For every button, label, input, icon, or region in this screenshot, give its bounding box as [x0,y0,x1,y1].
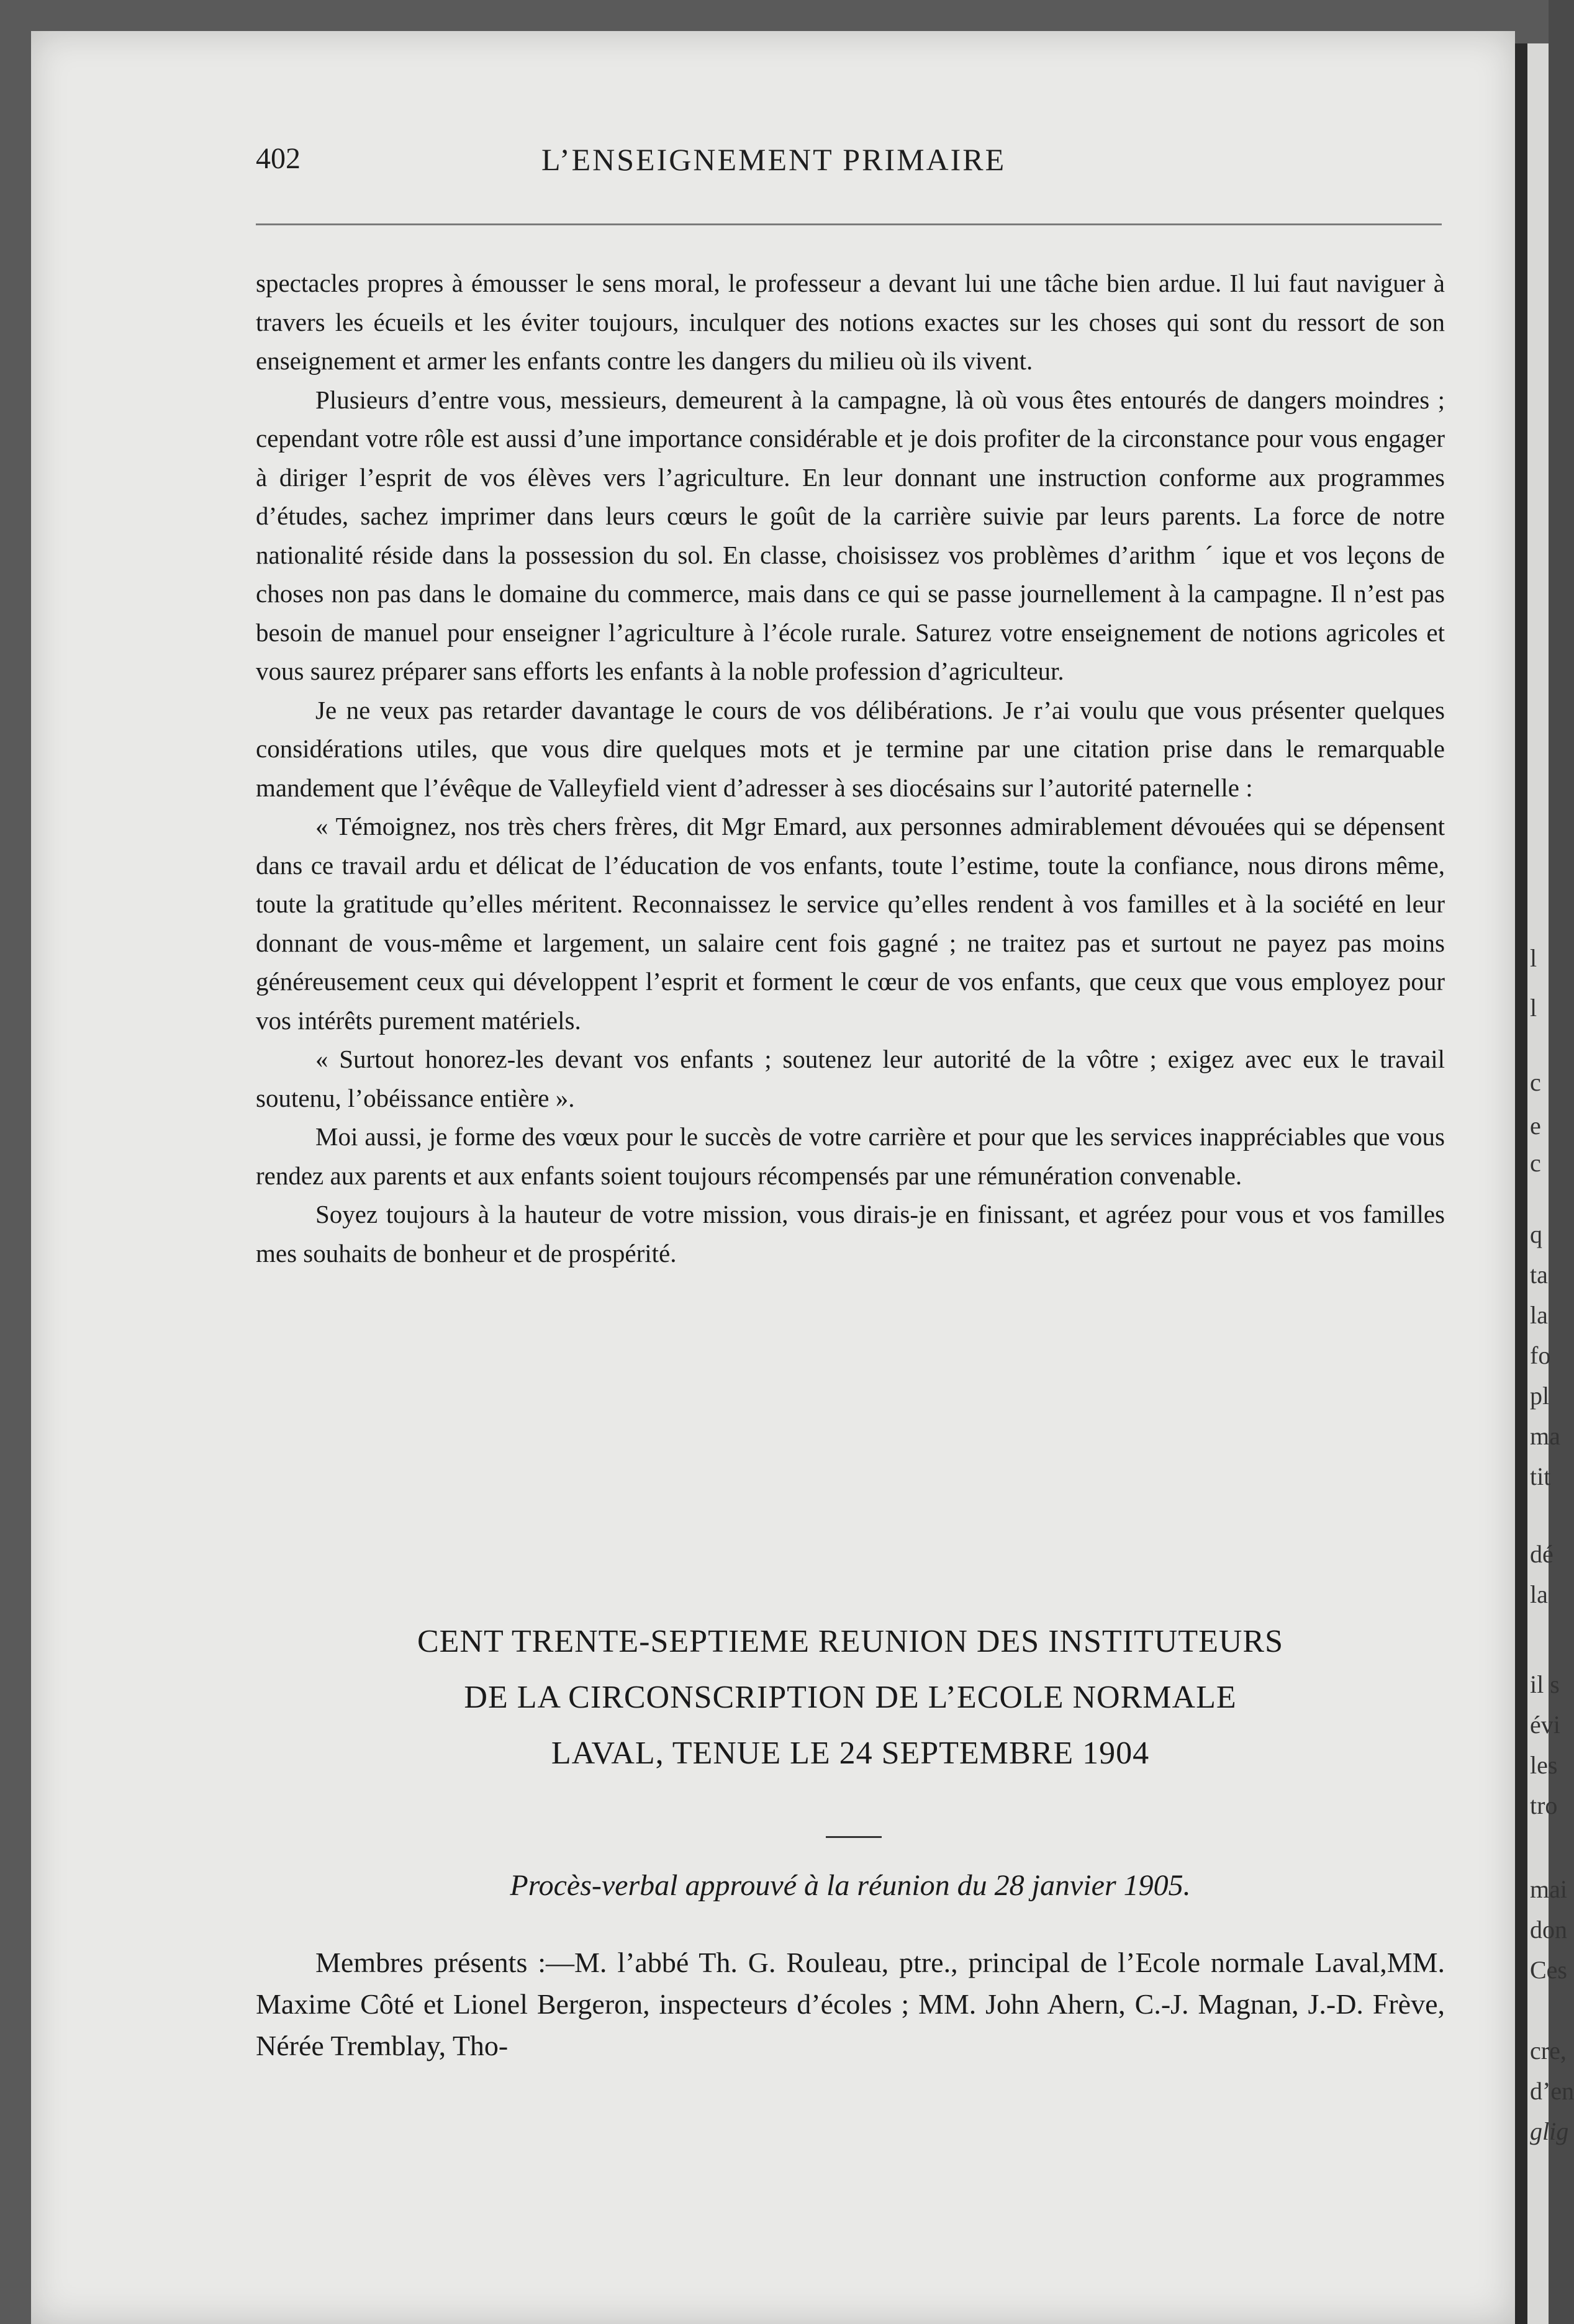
page-number: 402 [256,142,301,175]
adjacent-fragment: c [1530,1068,1541,1096]
quote-paragraph: « Surtout honorez-les devant vos enfants ; soutenez leur autorité de la vôtre ; exigez avec eux le travail soutenu, l’obéissance entière ». [256,1045,1445,1112]
adjacent-fragment: la [1530,1580,1548,1608]
adjacent-fragment: e [1530,1112,1541,1140]
quote-paragraph: « Témoignez, nos très chers frères, dit Mgr Emard, aux personnes admirablement dévouées qui se dépensent dans ce travail ardu et délicat de l’éducation de vos enfants, toute l’estime, toute la confiance, nous dirons même, toute la gratitude qu’elles méritent. Reconnaissez le service qu’elles rendent à vos familles et à la société en leur donnant de vous-même et largement, un salaire cent fois gagné ; ne traitez pas et surtout ne payez pas moins généreusement ceux qui développent l’esprit et forment le cœur de vos enfants, que ceux que vous employez pour vos intérêts purement matériels. [256,812,1445,1035]
adjacent-fragment: ma [1530,1422,1560,1450]
page-header [256,142,1442,185]
paragraph: Moi aussi, je forme des vœux pour le succès de votre carrière et pour que les services inappréciables que vous rendez aux parents et aux enfants soient toujours récompensés par une rémunération convenable. [256,1122,1445,1190]
paragraph: Je ne veux pas retarder davantage le cours de vos délibérations. Je r’ai voulu que vous présenter quelques considérations utiles, que vous dire quelques mots et je termine par une citation prise dans le remarquable mandement que l’évêque de Valleyfield vient d’adresser à ses diocésains sur l’autorité paternelle : [256,695,1445,802]
minutes-note: Procès-verbal approuvé à la réunion du 28 janvier 1905. [510,1869,1191,1902]
section-divider [826,1836,882,1838]
members-paragraph: Membres présents :—M. l’abbé Th. G. Rouleau, ptre., principal de l’Ecole normale Laval,MM. Maxime Côté et Lionel Bergeron, inspecteurs d’écoles ; MM. John Ahern, C.-J. Magnan, J.-D. Frève, Nérée Tremblay, Tho- [256,1947,1445,2061]
adjacent-fragment: glig [1530,2117,1569,2145]
adjacent-fragment: mai [1530,1875,1567,1903]
adjacent-fragment: l [1530,944,1537,972]
paragraph: spectacles propres à émousser le sens moral, le professeur a devant lui une tâche bien ardue. Il lui faut naviguer à travers les écueils et les éviter toujours, inculquer des notions exactes sur les choses qui sont du ressort de son enseignement et armer les enfants contre les dangers du milieu où ils vivent. [256,269,1445,375]
adjacent-fragment: don [1530,1916,1567,1943]
adjacent-fragment: d’en [1530,2077,1574,2105]
adjacent-fragment: la [1530,1301,1548,1329]
paragraph: Soyez toujours à la hauteur de votre mission, vous dirais-je en finissant, et agréez pour vous et vos familles mes souhaits de bonheur et de prospérité. [256,1200,1445,1268]
adjacent-fragment: ta [1530,1261,1548,1289]
page-gutter [1515,43,1527,2324]
adjacent-fragment: tit [1530,1462,1551,1490]
section-title-line: DE LA CIRCONSCRIPTION DE L’ECOLE NORMALE [464,1680,1237,1715]
running-title: L’ENSEIGNEMENT PRIMAIRE [541,142,1006,177]
adjacent-fragment: Ces [1530,1956,1567,1984]
section-title-line: CENT TRENTE-SEPTIEME REUNION DES INSTITUTEURS [417,1624,1284,1659]
adjacent-fragment: tro [1530,1791,1558,1819]
paragraph: Plusieurs d’entre vous, messieurs, demeurent à la campagne, là où vous êtes entourés de dangers moindres ; cependant votre rôle est aussi d’une importance considérable et je dois profiter de la circonstance pour vous engager à diriger l’esprit de vos élèves vers l’agriculture. En leur donnant une instruction conforme aux programmes d’études, sachez imprimer dans leurs cœurs le goût de la carrière suivie par leurs parents. La force de notre nationalité réside dans la possession du sol. En classe, choisissez vos problèmes d’arithm ´ ique et vos leçons de choses non pas dans le domaine du commerce, mais dans ce qui se passe journellement à la campagne. Il n’est pas besoin de manuel pour enseigner l’agriculture à l’école rurale. Saturez votre enseignement de notions agricoles et vous saurez préparer sans efforts les enfants à la noble profession d’agriculteur. [256,385,1445,685]
members-list [256,1942,1445,2066]
adjacent-fragment: q [1530,1220,1542,1248]
adjacent-fragment: cre, [1530,2037,1567,2065]
adjacent-fragment: c [1530,1149,1541,1177]
adjacent-fragment: fo [1530,1341,1551,1369]
adjacent-fragment: dé [1530,1540,1554,1568]
header-rule [256,223,1442,225]
body-text [256,264,1445,1272]
adjacent-fragment: évi [1530,1711,1560,1739]
adjacent-fragment: l [1530,994,1537,1022]
adjacent-fragment: pl [1530,1382,1550,1410]
section-title [256,1614,1445,1781]
adjacent-page-edge [1515,43,1574,2324]
adjacent-fragment: il s [1530,1670,1560,1698]
section-title-line: LAVAL, TENUE LE 24 SEPTEMBRE 1904 [551,1736,1150,1771]
adjacent-fragment: les [1530,1751,1558,1779]
